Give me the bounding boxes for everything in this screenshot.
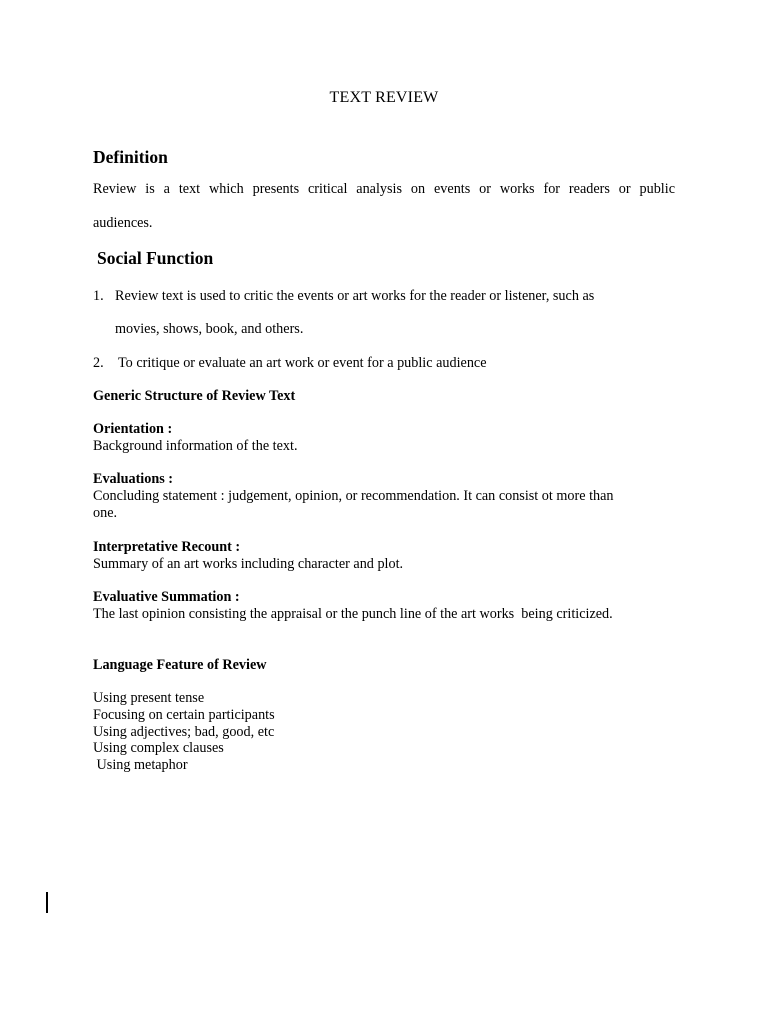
text-cursor <box>46 892 48 913</box>
interpretative-recount-label: Interpretative Recount : <box>93 539 241 555</box>
list-item: Using adjectives; bad, good, etc <box>93 723 275 740</box>
language-feature-list <box>93 690 275 774</box>
evaluative-summation-label: Evaluative Summation : <box>93 589 240 605</box>
orientation-label: Orientation : <box>93 421 173 437</box>
evaluations-text-line-2: one. <box>93 504 118 521</box>
list-item: Focusing on certain participants <box>93 706 275 723</box>
orientation-section <box>93 421 683 455</box>
evaluations-text-line-1: Concluding statement : judgement, opinion, or recommendation. It can consist ot more than <box>93 487 614 504</box>
evaluations-label: Evaluations : <box>93 471 174 487</box>
definition-line-1: Review is a text which presents critical analysis on events or works for readers or public <box>93 181 675 197</box>
interpretative-recount-text: Summary of an art works including character and plot. <box>93 555 404 572</box>
list-item: Using complex clauses <box>93 740 224 757</box>
definition-heading: Definition <box>93 147 168 167</box>
list-number: 2. <box>93 355 104 371</box>
generic-structure-heading: Generic Structure of Review Text <box>93 388 296 404</box>
social-function-item-2 <box>93 355 693 371</box>
evaluative-summation-section <box>93 589 683 623</box>
orientation-text: Background information of the text. <box>93 437 298 454</box>
evaluative-summation-text: The last opinion consisting the appraisal or the punch line of the art works being criticized. <box>93 605 613 622</box>
document-title: TEXT REVIEW <box>329 89 439 106</box>
definition-line-2: audiences. <box>93 215 153 231</box>
language-feature-heading: Language Feature of Review <box>93 657 267 673</box>
list-item-text: Review text is used to critic the events or art works for the reader or listener, such as <box>115 288 595 304</box>
list-item-text: To critique or evaluate an art work or event for a public audience <box>118 355 487 371</box>
social-function-item-1 <box>93 288 693 304</box>
list-item: Using metaphor <box>93 757 188 774</box>
social-function-item-1-continued: movies, shows, book, and others. <box>115 321 304 337</box>
interpretative-recount-section <box>93 539 683 573</box>
social-function-heading: Social Function <box>97 248 214 268</box>
list-number: 1. <box>93 288 104 304</box>
list-item: Using present tense <box>93 690 205 706</box>
evaluations-section <box>93 471 683 521</box>
